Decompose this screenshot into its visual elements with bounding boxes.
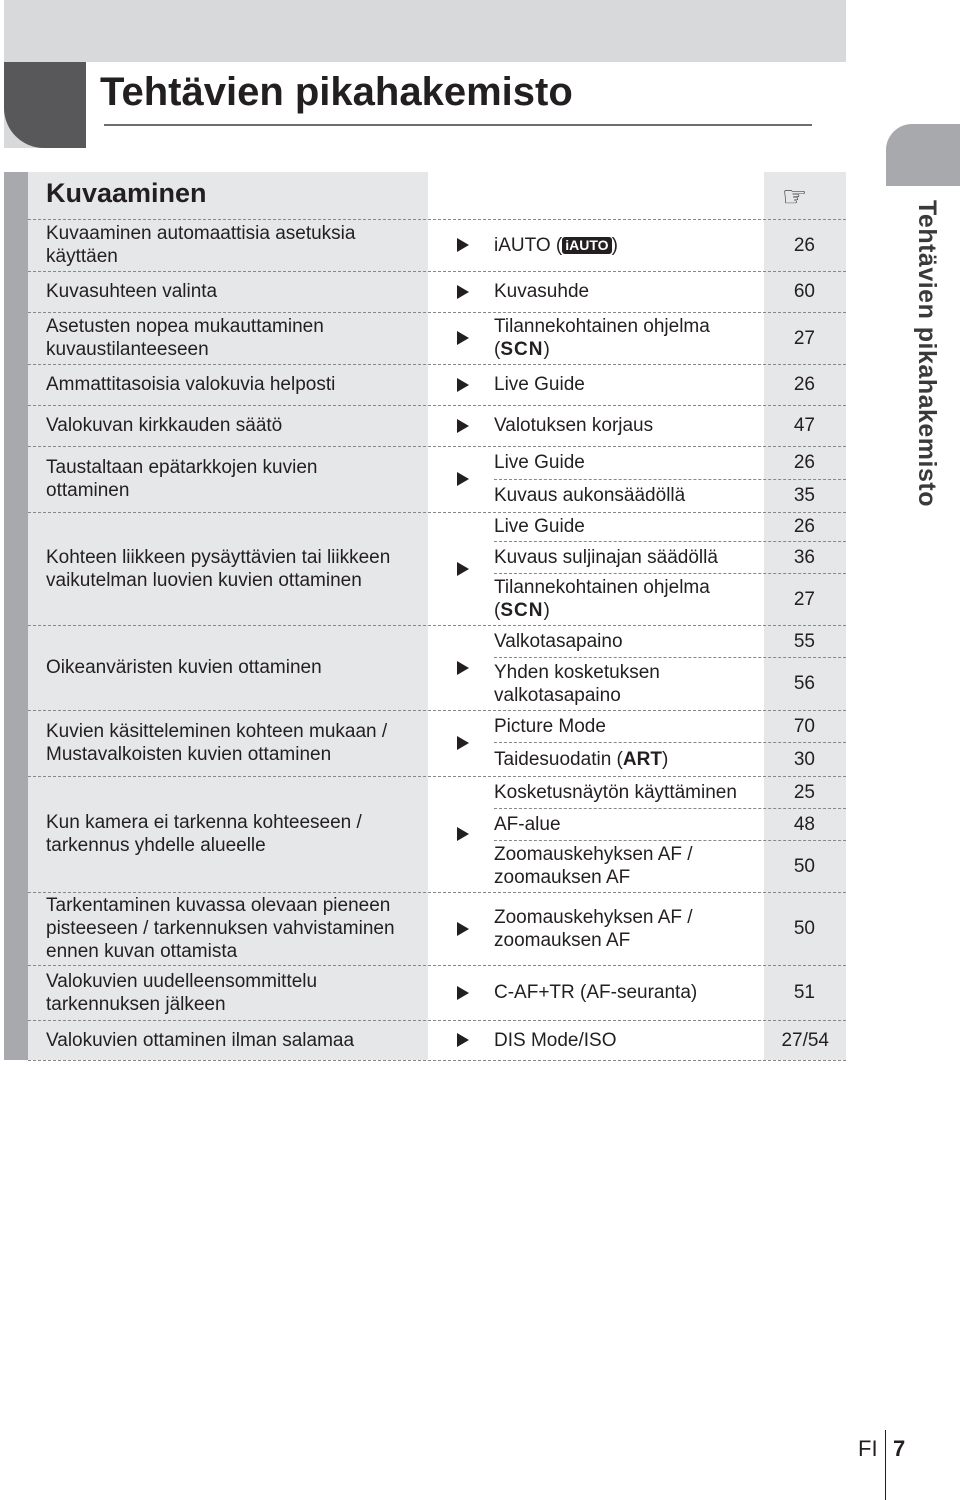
task-line: Kuvien käsitteleminen kohteen mukaan / xyxy=(46,721,388,742)
feature-link[interactable] xyxy=(494,451,585,474)
task-description xyxy=(46,315,324,361)
feature-label-line2: valkotasapaino xyxy=(494,684,621,706)
feature-label: Kuvasuhde xyxy=(494,281,590,302)
task-line: Asetusten nopea mukauttaminen xyxy=(46,316,324,337)
page-reference: 35 xyxy=(793,485,815,506)
feature-link[interactable] xyxy=(494,373,585,396)
page-reference: 26 xyxy=(793,452,815,473)
iauto-mode-icon: iAUTO xyxy=(562,237,611,254)
feature-label: Taidesuodatin ( xyxy=(494,748,623,770)
task-line: Oikeanväristen kuvien ottaminen xyxy=(46,657,322,678)
page-reference: 50 xyxy=(793,855,815,877)
arrow-icon xyxy=(457,986,469,1000)
feature-label: Valkotasapaino xyxy=(494,630,623,652)
page-reference: 60 xyxy=(793,281,815,302)
arrow-icon xyxy=(457,661,469,675)
feature-suffix: ) xyxy=(661,748,669,770)
footer-separator xyxy=(885,1430,886,1500)
task-description xyxy=(46,970,317,1016)
row-divider xyxy=(28,776,846,777)
feature-link[interactable] xyxy=(494,813,561,836)
paren-open: ( xyxy=(494,600,501,621)
side-tab-label: Tehtävien pikahakemisto xyxy=(913,200,941,507)
task-line: Mustavalkoisten kuvien ottaminen xyxy=(46,744,332,765)
sub-divider xyxy=(494,840,846,841)
feature-label-line2: zoomauksen AF xyxy=(494,929,631,951)
row-divider xyxy=(28,965,846,966)
task-description xyxy=(46,1029,354,1052)
feature-link[interactable] xyxy=(494,515,585,538)
arrow-icon xyxy=(457,238,469,252)
page-reference: 30 xyxy=(793,748,815,770)
feature-link[interactable] xyxy=(494,315,710,361)
task-description xyxy=(46,656,322,679)
task-line: ottaminen xyxy=(46,480,130,501)
task-line: käyttäen xyxy=(46,246,118,267)
page-reference: 36 xyxy=(793,546,815,568)
side-tab[interactable] xyxy=(886,124,960,186)
task-line: vaikutelman luovien kuvien ottaminen xyxy=(46,569,362,591)
task-description xyxy=(46,811,362,857)
task-line: Valokuvien uudelleensommittelu xyxy=(46,970,318,992)
feature-label: Tilannekohtainen ohjelma xyxy=(494,316,710,337)
feature-link[interactable] xyxy=(494,981,697,1004)
feature-link[interactable] xyxy=(494,280,589,303)
arrow-icon xyxy=(457,922,469,936)
row-divider xyxy=(28,364,846,365)
feature-label: C-AF+TR (AF-seuranta) xyxy=(494,982,698,1003)
page-reference: 27/54 xyxy=(781,1029,829,1051)
task-description xyxy=(46,414,282,437)
row-divider xyxy=(28,625,846,626)
task-description xyxy=(46,222,355,268)
section-title: Kuvaaminen xyxy=(46,178,207,208)
task-description xyxy=(46,720,387,766)
task-description xyxy=(46,546,390,592)
task-line: Taustaltaan epätarkkojen kuvien xyxy=(46,457,318,478)
task-line: Valokuvien ottaminen ilman salamaa xyxy=(46,1029,355,1051)
feature-link[interactable] xyxy=(494,748,668,771)
page-reference: 55 xyxy=(793,630,815,652)
arrow-icon xyxy=(457,827,469,841)
page-number: 7 xyxy=(893,1436,906,1461)
paren-close: ) xyxy=(543,339,550,360)
task-line: ennen kuvan ottamista xyxy=(46,941,238,962)
feature-link[interactable] xyxy=(494,414,653,437)
feature-link[interactable] xyxy=(494,661,660,707)
task-description xyxy=(46,456,317,502)
task-line: pisteeseen / tarkennuksen vahvistaminen xyxy=(46,918,395,939)
task-line: Kun kamera ei tarkenna kohteeseen / xyxy=(46,812,362,833)
feature-label-line2: zoomauksen AF xyxy=(494,867,631,888)
arrow-icon xyxy=(457,419,469,433)
row-divider xyxy=(28,512,846,513)
feature-label: iAUTO ( xyxy=(494,234,563,256)
arrow-icon xyxy=(457,736,469,750)
sub-divider xyxy=(494,657,846,658)
feature-label: Zoomauskehyksen AF / xyxy=(494,844,693,865)
feature-label: Kosketusnäytön käyttäminen xyxy=(494,781,737,803)
feature-link[interactable] xyxy=(494,781,737,804)
arrow-icon xyxy=(457,1033,469,1047)
page-reference: 50 xyxy=(793,918,815,939)
header-tab-marker xyxy=(4,62,86,148)
arrow-icon xyxy=(457,472,469,486)
row-divider xyxy=(28,446,846,447)
feature-link[interactable] xyxy=(494,484,685,507)
scn-mode-icon: SCN xyxy=(500,600,544,621)
feature-label: Valotuksen korjaus xyxy=(494,415,654,436)
task-line: Kohteen liikkeen pysäyttävien tai liikkeen xyxy=(46,546,391,568)
arrow-icon xyxy=(457,331,469,345)
task-line: Kuvasuhteen valinta xyxy=(46,281,218,302)
task-line: Kuvaaminen automaattisia asetuksia xyxy=(46,223,356,244)
row-divider xyxy=(28,312,846,313)
feature-link[interactable] xyxy=(494,715,606,738)
page-reference: 26 xyxy=(793,234,815,256)
page-reference: 26 xyxy=(793,516,815,537)
task-description xyxy=(46,280,217,303)
page-reference: 48 xyxy=(793,813,815,835)
feature-suffix: ) xyxy=(611,234,618,256)
feature-label: Zoomauskehyksen AF / xyxy=(494,906,693,928)
feature-label: Live Guide xyxy=(494,452,585,473)
sub-divider xyxy=(494,479,846,480)
task-line: kuvaustilanteeseen xyxy=(46,339,209,360)
task-line: tarkennus yhdelle alueelle xyxy=(46,835,266,856)
feature-link[interactable] xyxy=(494,1029,617,1052)
task-description xyxy=(46,373,335,396)
feature-label: Kuvaus aukonsäädöllä xyxy=(494,485,686,506)
sub-divider xyxy=(494,808,846,809)
arrow-icon xyxy=(457,562,469,576)
feature-link[interactable] xyxy=(494,576,710,622)
paren-close: ) xyxy=(543,600,550,621)
feature-label: Kuvaus suljinajan säädöllä xyxy=(494,546,718,568)
page-reference: 51 xyxy=(793,982,815,1003)
page-reference: 26 xyxy=(793,374,815,395)
feature-label: Picture Mode xyxy=(494,715,606,737)
task-line: Ammattitasoisia valokuvia helposti xyxy=(46,374,336,395)
page-reference: 47 xyxy=(793,415,815,436)
task-line: tarkennuksen jälkeen xyxy=(46,993,226,1015)
sub-divider xyxy=(494,742,846,743)
task-line: Valokuvan kirkkauden säätö xyxy=(46,415,283,436)
page-reference: 25 xyxy=(793,781,815,803)
page-reference: 27 xyxy=(793,588,815,610)
feature-label: Live Guide xyxy=(494,516,585,537)
title-rule xyxy=(104,124,812,126)
feature-link[interactable] xyxy=(494,546,718,569)
task-description xyxy=(46,894,395,963)
feature-link[interactable] xyxy=(494,630,623,653)
row-divider xyxy=(28,1060,846,1061)
page-reference: 70 xyxy=(793,715,815,737)
task-line: Tarkentaminen kuvassa olevaan pieneen xyxy=(46,895,391,916)
arrow-icon xyxy=(457,285,469,299)
feature-label: Yhden kosketuksen xyxy=(494,661,660,683)
row-divider xyxy=(28,892,846,893)
feature-link[interactable] xyxy=(494,234,618,257)
pointing-hand-icon: ☞ xyxy=(782,181,808,212)
section-divider xyxy=(28,219,846,220)
feature-label: AF-alue xyxy=(494,813,561,835)
page-reference: 27 xyxy=(793,327,815,349)
arrow-icon xyxy=(457,378,469,392)
feature-link[interactable] xyxy=(494,906,693,952)
page-reference: 56 xyxy=(793,673,815,694)
sub-divider xyxy=(494,541,846,542)
row-divider xyxy=(28,405,846,406)
sub-divider xyxy=(494,573,846,574)
row-divider xyxy=(28,710,846,711)
row-divider xyxy=(28,1020,846,1021)
feature-link[interactable] xyxy=(494,843,693,889)
feature-label: Live Guide xyxy=(494,374,585,395)
feature-label: Tilannekohtainen ohjelma xyxy=(494,577,710,598)
scn-mode-icon: SCN xyxy=(500,339,544,360)
mode-icon: ART xyxy=(622,748,662,770)
page-title: Tehtävien pikahakemisto xyxy=(100,70,573,114)
row-divider xyxy=(28,271,846,272)
footer-language: FI xyxy=(858,1436,878,1461)
paren-open: ( xyxy=(494,339,501,360)
section-bar xyxy=(4,172,28,1060)
feature-label: DIS Mode/ISO xyxy=(494,1029,617,1051)
